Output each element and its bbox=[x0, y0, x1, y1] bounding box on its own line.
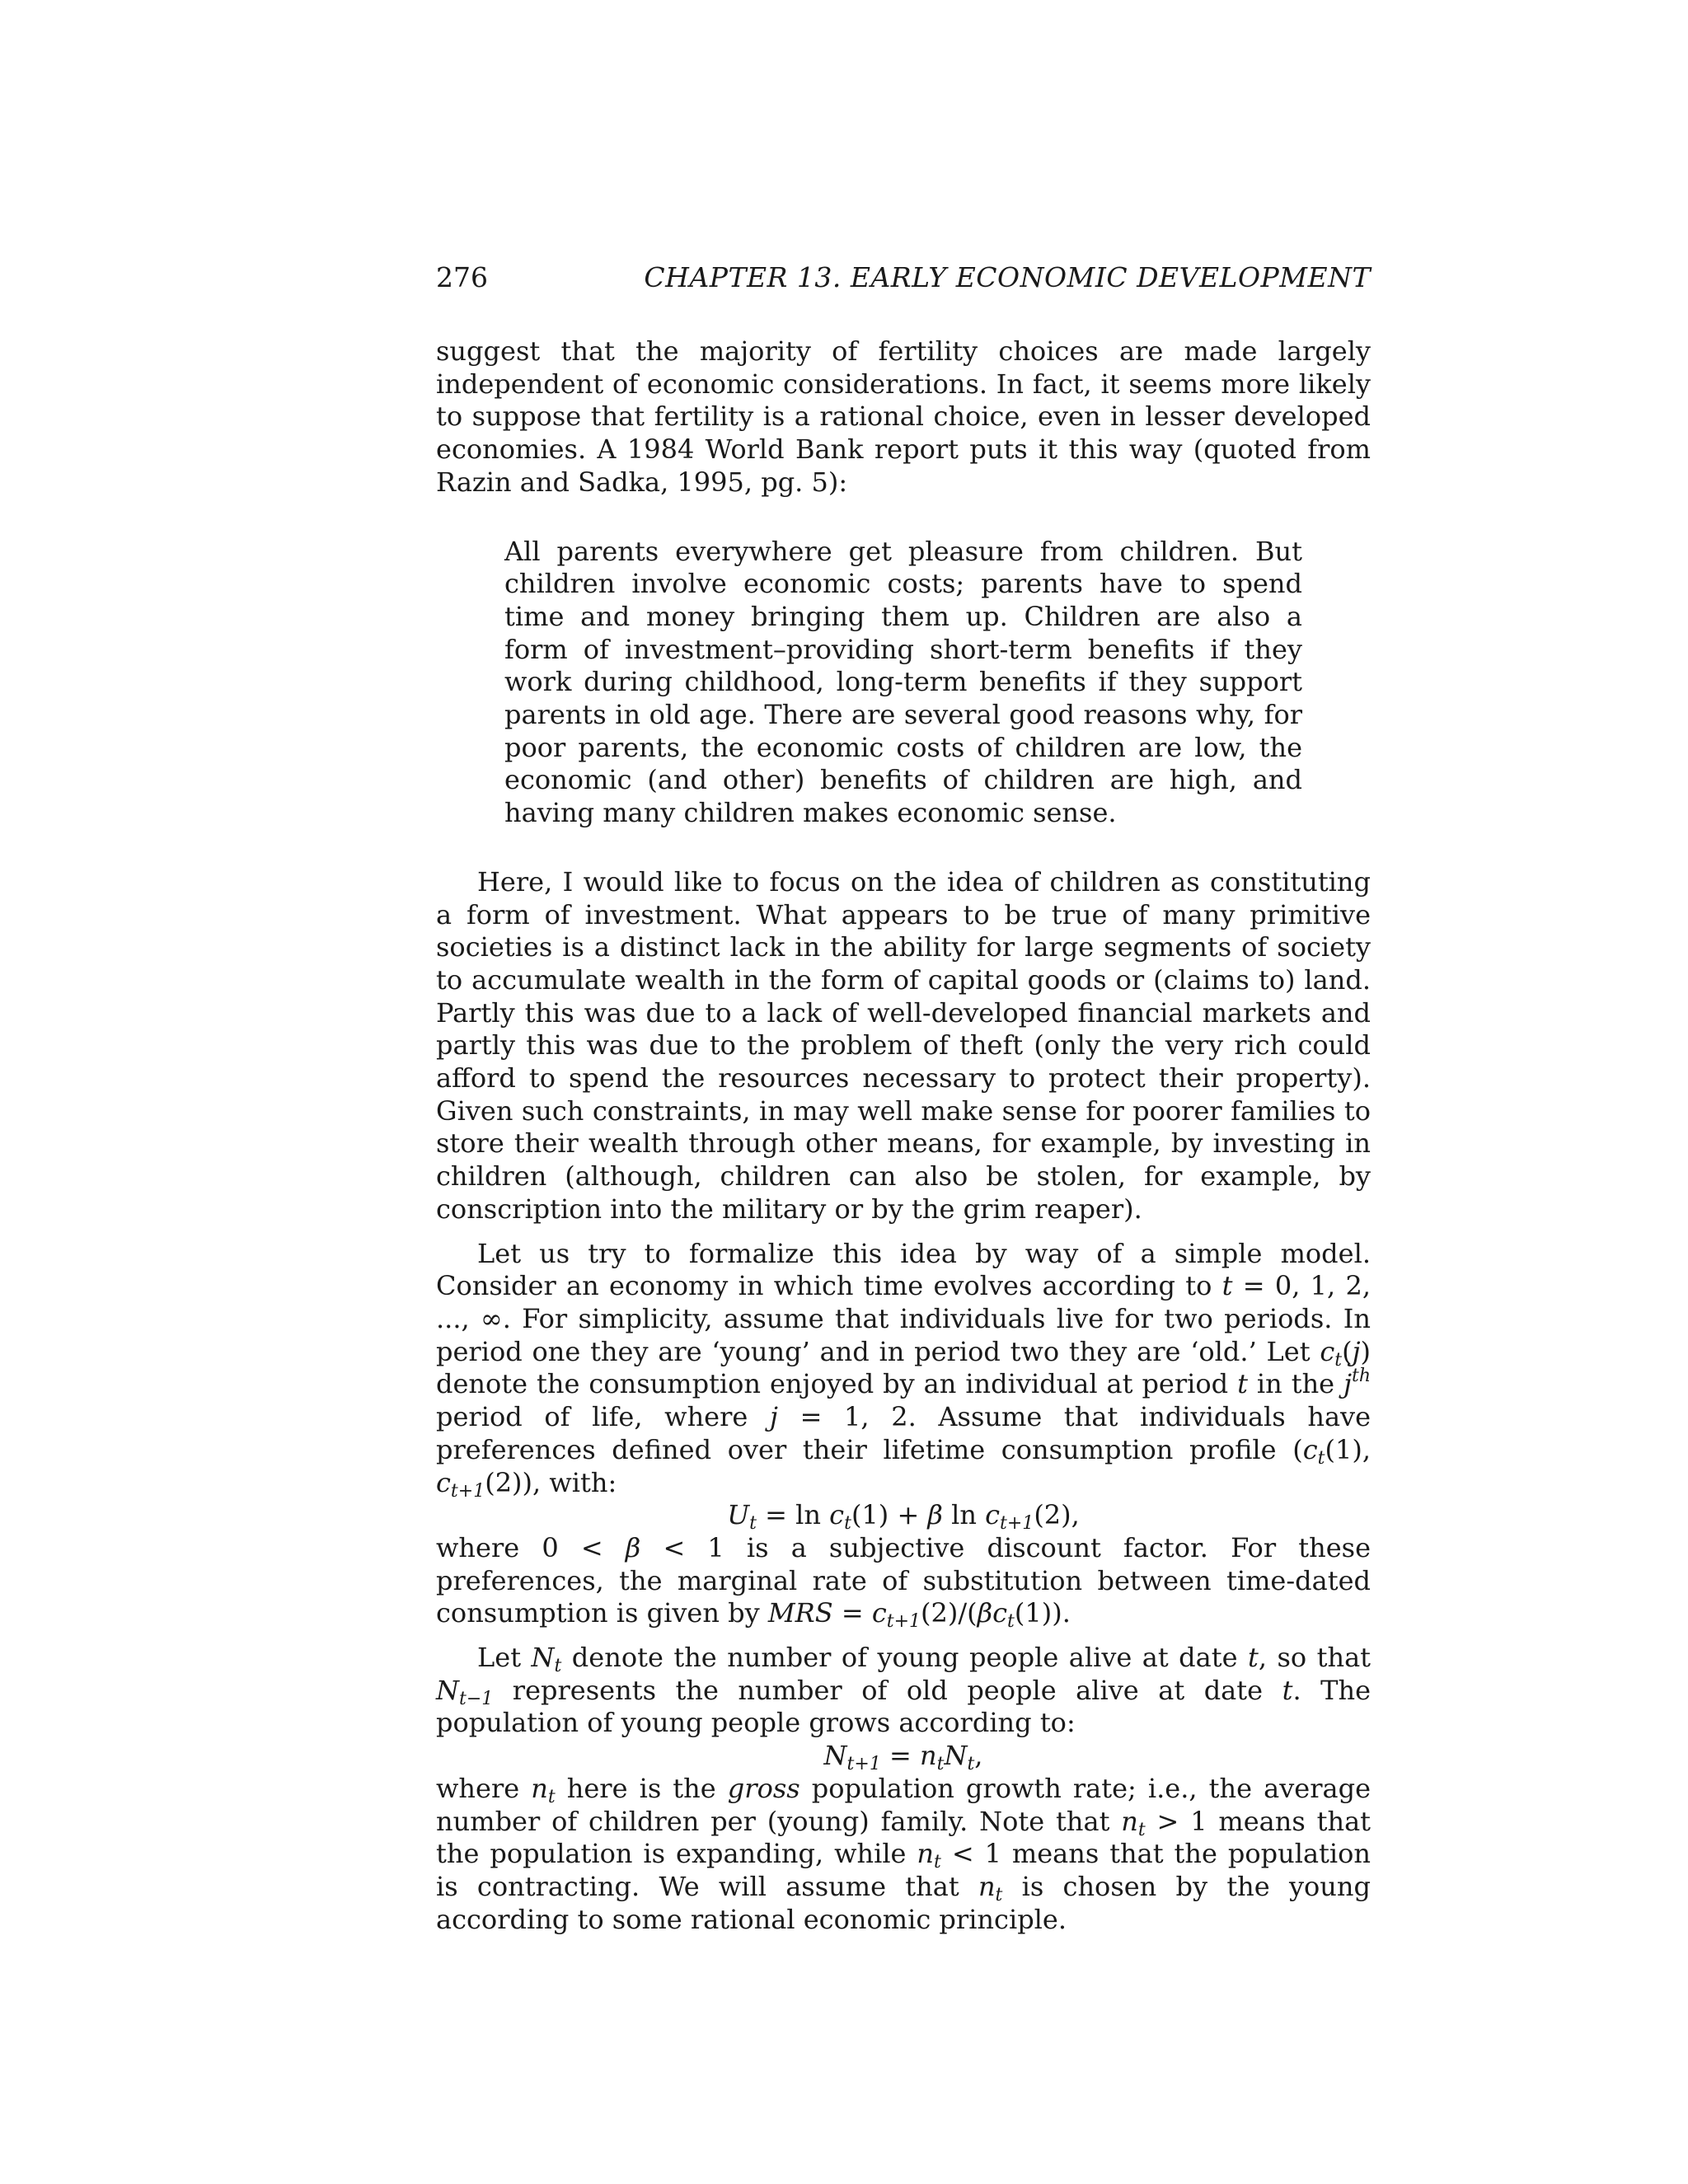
paragraph-growth-rate: where $n_t$ here is the gross population growth rate; i.e., the average number of children per (young) family. Note that $n_t > 1$ means that the population is expanding, while $n_t < 1$ means that the population is contracting. We will assume that $n_t$ is chosen by the young according to some rational economic principle. bbox=[436, 1772, 1372, 1935]
paragraph-children-investment: Here, I would like to focus on the idea of children as constituting a form of investment. What appears to be true of many primitive societies is a distinct lack in the ability for large segments of society to accumulate wealth in the form of capital goods or (claims to) land. Partly this was due to a lack of well-developed financial markets and partly this was due to the problem of theft (only the very rich could afford to spend the resources necessary to protect their property). Given such constraints, in may well make sense for poorer families to store their wealth through other means, for example, by investing in children (although, children can also be stolen, for example, by conscription into the military or by the grim reaper). bbox=[436, 865, 1371, 1225]
math-mrs: MRS = $c_{t+1}(2)/(\beta c_t(1))$ bbox=[767, 1597, 1062, 1633]
math-nt-gt-1: $n_t > 1$ bbox=[1121, 1805, 1207, 1840]
math-consumption: $c_t(j)$ bbox=[1320, 1335, 1371, 1371]
math-j-values: j = 1, 2 bbox=[770, 1401, 908, 1433]
running-header bbox=[436, 260, 1371, 296]
page-number: 276 bbox=[436, 261, 488, 293]
block-quote-world-bank: All parents everywhere get pleasure from children. But children involve economic costs; parents have to spend time and money bringing them up. Children are also a form of investment–providing short-term benefits if they work during childhood, long-term benefits if they support parents in old age. There are several good reasons why, for poor parents, the economic costs of children are low, the economic (and other) benefits of children are high, and having many children makes economic sense. bbox=[504, 535, 1302, 829]
math-jth: $j^{th}$ bbox=[1343, 1366, 1372, 1400]
math-nt: $n_t$ bbox=[531, 1772, 556, 1807]
math-nt-chosen: $n_t$ bbox=[978, 1870, 1003, 1905]
math-beta-range: 0 < β < 1 bbox=[542, 1531, 724, 1563]
math-time-index: t = 0, 1, 2, ..., ∞ bbox=[436, 1270, 1372, 1334]
math-Nt: $N_t$ bbox=[531, 1642, 562, 1677]
math-consumption-profile: ($c_t(1)$, $c_{t+1}(2)$) bbox=[436, 1433, 1371, 1502]
chapter-title: CHAPTER 13. EARLY ECONOMIC DEVELOPMENT bbox=[644, 261, 1371, 293]
equation-utility: $U_t = \ln c_t(1) + \beta$ $\ln c_{t+1}(2)$, bbox=[727, 1499, 1080, 1535]
paragraph-discount-factor: where 0 < β < 1 is a subjective discount factor. For these preferences, the marginal rate of substitution between time-dated consumption is given by MRS = $c_{t+1}(2)/(\beta c_t(1))$. bbox=[436, 1531, 1372, 1633]
paragraph-simple-model: Let us try to formalize this idea by way of a simple model. Consider an economy in which time evolves according to t = 0, 1, 2, ..., ∞. For simplicity, assume that individuals live for two periods. In period one they are ‘young’ and in period two they are ‘old.’ Let $c_t(j)$ denote the consumption enjoyed by an individual at period t in the $j^{th}$ period of life, where j = 1, 2. Assume that individuals have preferences defined over their lifetime consumption profile ($c_t(1)$, $c_{t+1}(2)$), with: bbox=[436, 1237, 1372, 1502]
math-nt-lt-1: $n_t < 1$ bbox=[917, 1838, 1001, 1873]
equation-population-growth: $N_{t+1} = n_tN_t$, bbox=[823, 1740, 983, 1775]
math-Nt-minus-1: $N_{t-1}$ bbox=[436, 1674, 494, 1709]
paragraph-population: Let $N_t$ denote the number of young people alive at date t, so that $N_{t-1}$ represents the number of old people alive at date t. The population of young people grows according to: bbox=[436, 1642, 1372, 1739]
document-page bbox=[436, 260, 1371, 1936]
paragraph-fertility-choices: suggest that the majority of fertility choices are made largely independent of economic considerations. In fact, it seems more likely to suppose that fertility is a rational choice, even in lesser developed economies. A 1984 World Bank report puts it this way (quoted from Razin and Sadka, 1995, pg. 5): bbox=[436, 335, 1371, 498]
